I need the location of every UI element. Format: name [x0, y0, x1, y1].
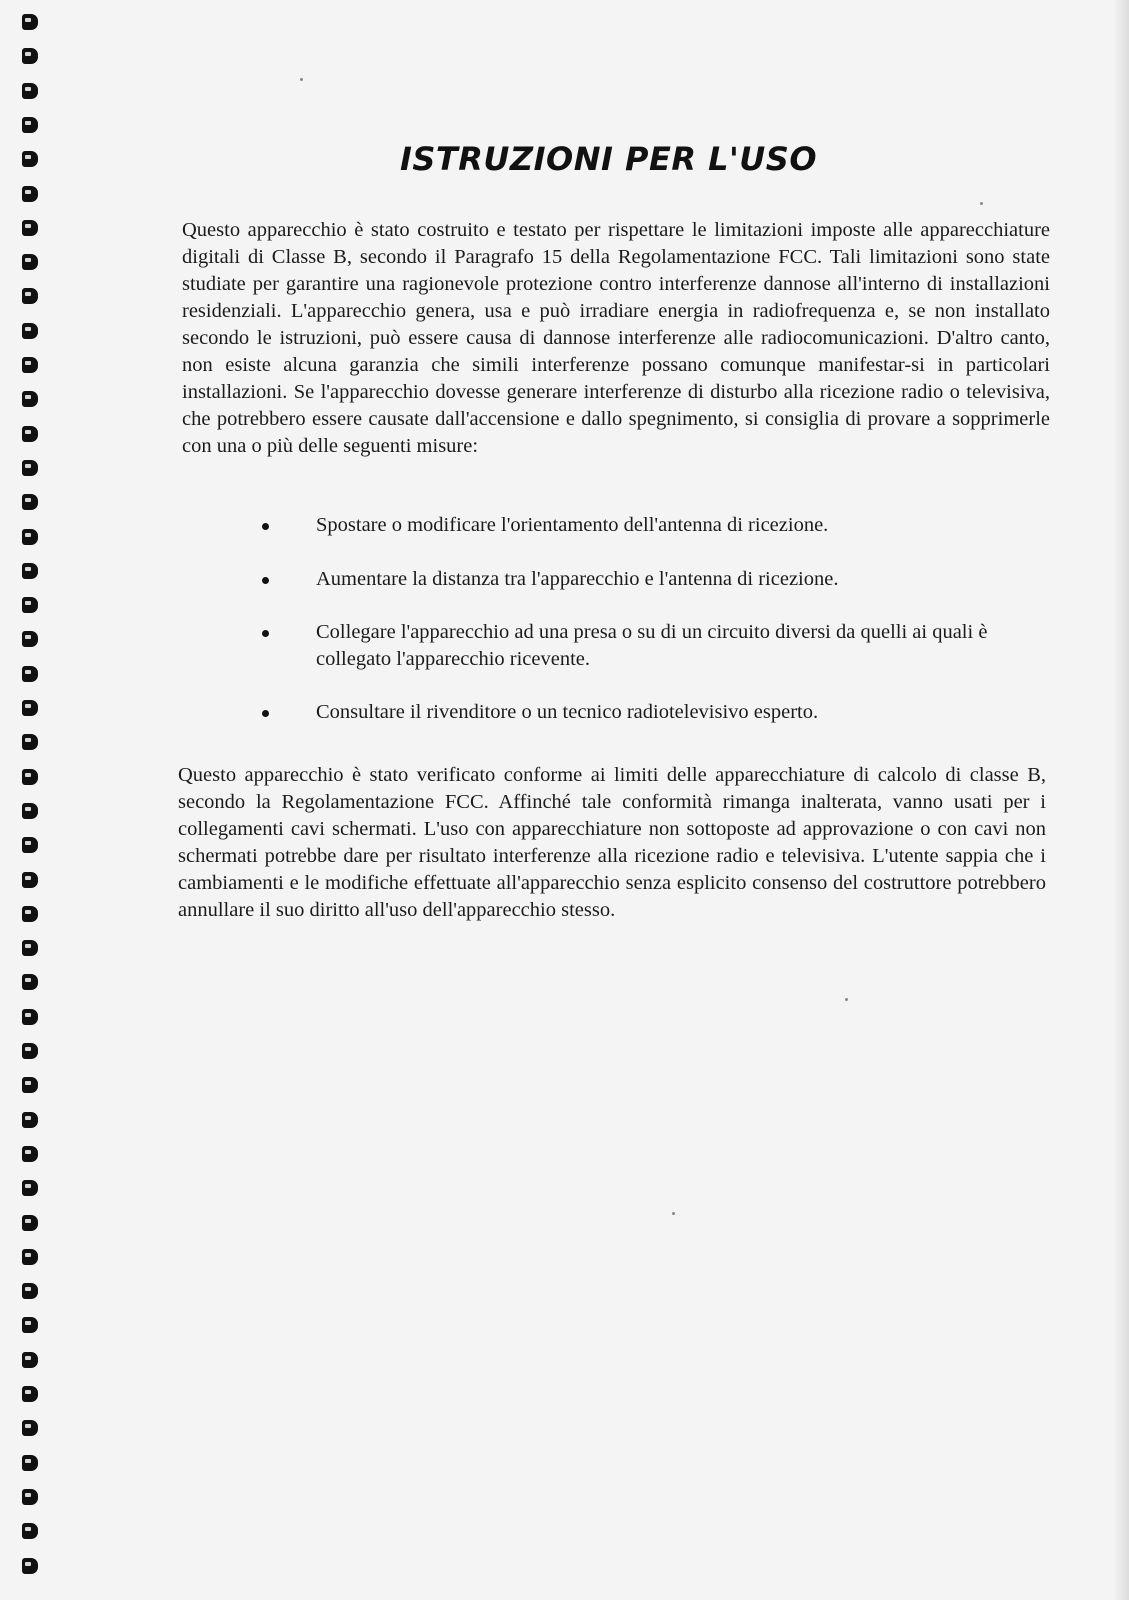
binding-ring [22, 1386, 38, 1402]
binding-ring [22, 323, 38, 339]
binding-ring [22, 1146, 38, 1162]
binding-ring [22, 117, 38, 133]
binding-ring [22, 769, 38, 785]
binding-ring [22, 1352, 38, 1368]
binding-ring [22, 1215, 38, 1231]
binding-ring [22, 700, 38, 716]
list-item-text: Consultare il rivenditore o un tecnico radiotelevisivo esperto. [316, 701, 819, 723]
binding-ring [22, 1112, 38, 1128]
binding-ring [22, 1180, 38, 1196]
binding-ring [22, 1558, 38, 1574]
bullet-icon [262, 630, 269, 637]
binding-ring [22, 1455, 38, 1471]
page-edge [1115, 0, 1129, 1600]
binding-ring [22, 1523, 38, 1539]
binding-ring [22, 460, 38, 476]
binding-ring [22, 666, 38, 682]
page-title: ISTRUZIONI PER L'USO [399, 140, 818, 178]
binding-ring [22, 803, 38, 819]
list-item [262, 512, 1036, 539]
binding-ring [22, 940, 38, 956]
binding-ring [22, 186, 38, 202]
paper-speck [980, 202, 983, 205]
binding-ring [22, 391, 38, 407]
binding-ring [22, 83, 38, 99]
binding-ring [22, 288, 38, 304]
binding-ring [22, 426, 38, 442]
binding-ring [22, 1043, 38, 1059]
list-item [262, 566, 1036, 593]
binding-ring [22, 220, 38, 236]
binding-ring [22, 254, 38, 270]
intro-paragraph: Questo apparecchio è stato costruito e testato per rispettare le limitazioni imposte alle apparecchiature digitali di Classe B, secondo il Paragrafo 15 della Regolamentazione FCC. Tali limitazioni sono state studiate per garantire una ragionevole protezione contro interferenze dannose all'interno di installazioni residenziali. L'apparecchio genera, usa e può irradiare energia in radiofrequenza e, se non installato secondo le istruzioni, può essere causa di dannose interferenze alle radiocomunicazioni. D'altro canto, non esiste alcuna garanzia che simili interferenze possano comunque manifestar-si in particolari installazioni. Se l'apparecchio dovesse generare interferenze di disturbo alla ricezione radio o televisiva, che potrebbero essere causate dall'accensione e dallo spegnimento, si consiglia di provare a sopprimerle con una o più delle seguenti misure: [182, 219, 1050, 457]
bullet-icon [262, 577, 269, 584]
binding-ring [22, 837, 38, 853]
binding-ring [22, 734, 38, 750]
binding-ring [22, 529, 38, 545]
compliance-paragraph: Questo apparecchio è stato verificato conforme ai limiti delle apparecchiature di calcolo di classe B, secondo la Regolamentazione FCC. Affinché tale conformità rimanga inalterata, vanno usati per i collegamenti cavi schermati. L'uso con apparecchiature non sottoposte ad approvazione o con cavi non schermati potrebbe dare per risultato interferenze alla ricezione radio e televisiva. L'utente sappia che i cambiamenti e le modifiche effettuate all'apparecchio senza esplicito consenso del costruttore potrebbero annullare il suo diritto all'uso dell'apparecchio stesso. [178, 764, 1046, 921]
list-item [262, 699, 1036, 726]
bullet-icon [262, 710, 269, 717]
measures-list [262, 512, 1062, 726]
binding-ring [22, 14, 38, 30]
binding-ring [22, 1077, 38, 1093]
binding-ring [22, 494, 38, 510]
bullet-icon [262, 523, 269, 530]
list-item [262, 619, 1036, 673]
binding-ring [22, 1009, 38, 1025]
paper-speck [672, 1212, 675, 1215]
binding-ring [22, 906, 38, 922]
binding-ring [22, 563, 38, 579]
binding-ring [22, 872, 38, 888]
binding-ring [22, 631, 38, 647]
list-item-text: Spostare o modificare l'orientamento dell'antenna di ricezione. [316, 514, 829, 536]
paper-speck [845, 998, 848, 1001]
binding-ring [22, 1317, 38, 1333]
binding-ring [22, 1489, 38, 1505]
spiral-binding [22, 14, 44, 1594]
binding-ring [22, 48, 38, 64]
list-item-text: Aumentare la distanza tra l'apparecchio e l'antenna di ricezione. [316, 568, 839, 590]
paper-speck [300, 78, 303, 81]
binding-ring [22, 974, 38, 990]
binding-ring [22, 357, 38, 373]
binding-ring [22, 597, 38, 613]
binding-ring [22, 1249, 38, 1265]
list-item-text: Collegare l'apparecchio ad una presa o su di un circuito diversi da quelli ai quali è collegato l'apparecchio ricevente. [316, 621, 988, 670]
binding-ring [22, 1283, 38, 1299]
binding-ring [22, 1420, 38, 1436]
